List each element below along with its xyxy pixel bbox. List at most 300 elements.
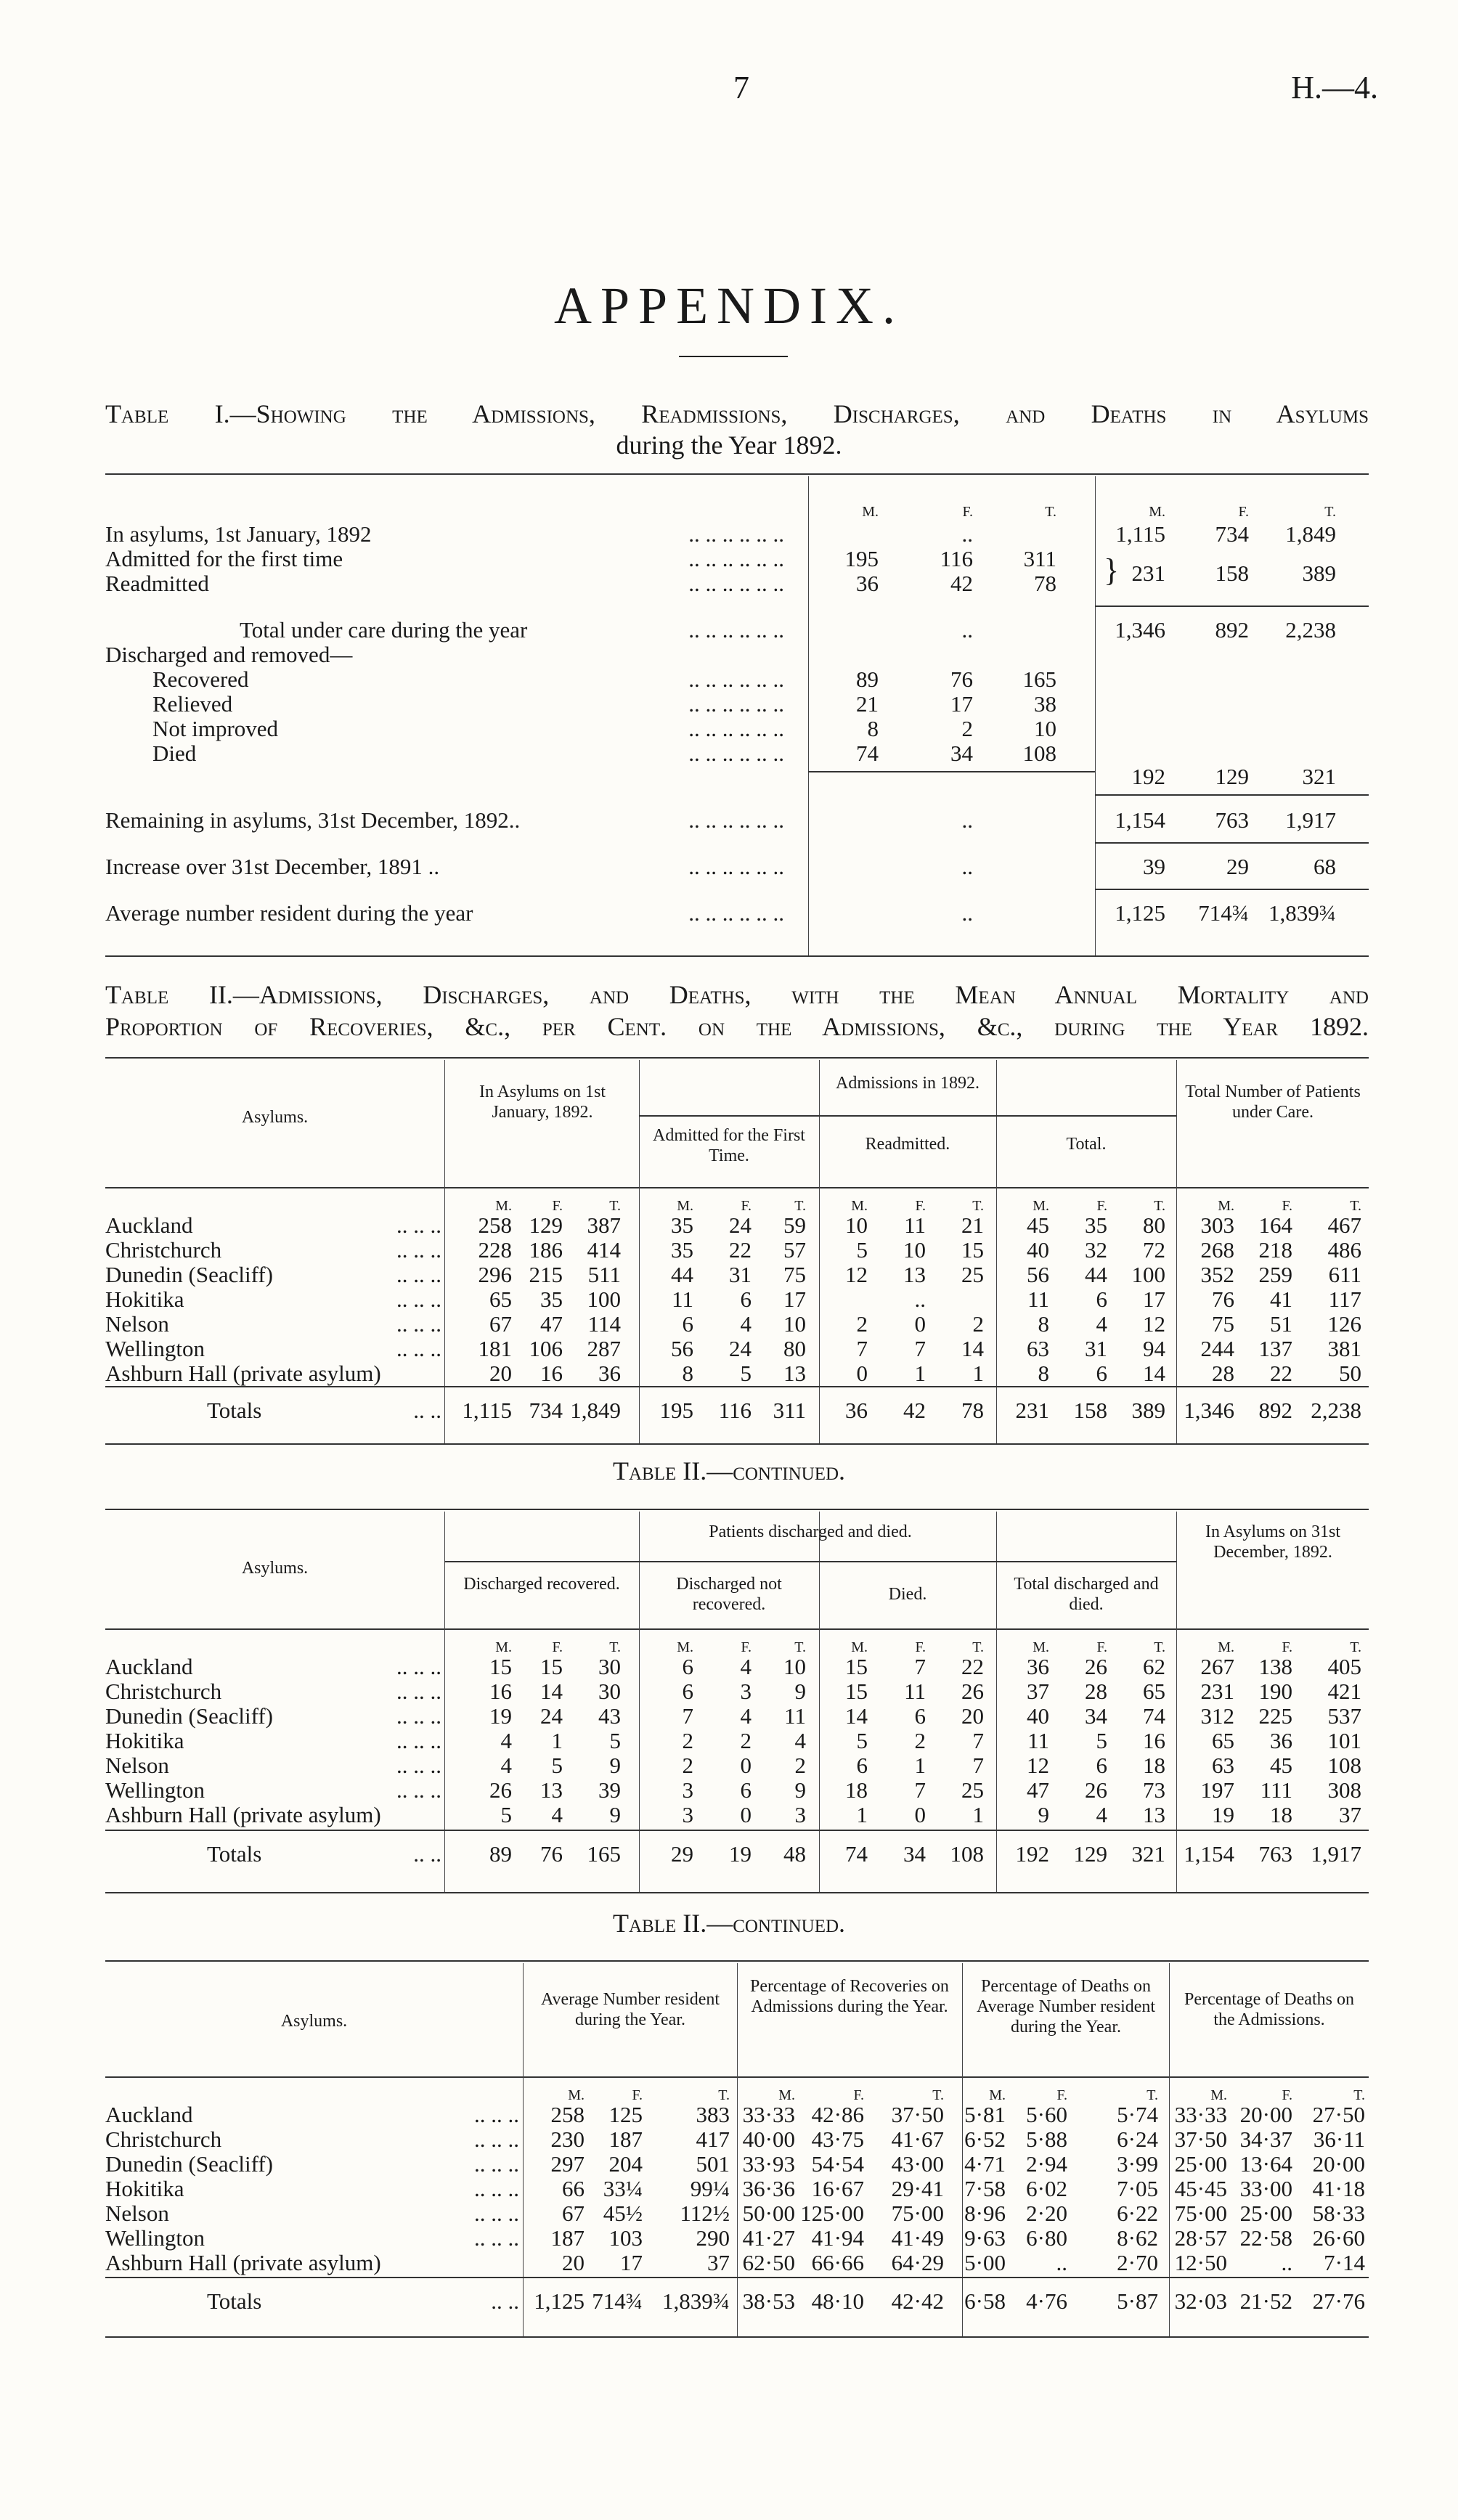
t3-totals-dots: .. ..	[413, 1841, 441, 1867]
t2-cell: 44	[1085, 1262, 1107, 1287]
t4-cell: 50·00	[742, 2201, 795, 2226]
t2-cell: 0	[856, 1361, 868, 1386]
t4-cell: 501	[696, 2151, 730, 2177]
t2-row-dots: .. .. ..	[396, 1311, 441, 1337]
t2-cell: 67	[489, 1311, 512, 1337]
t2-cell: 50	[1339, 1361, 1361, 1386]
t2-cell: 486	[1327, 1237, 1361, 1263]
t3-cell: 3	[794, 1802, 806, 1827]
t2-cell: 8	[682, 1361, 693, 1386]
t2-cell: 296	[478, 1262, 512, 1287]
t3-cell: 15	[845, 1679, 868, 1704]
t3-cell: 24	[540, 1703, 563, 1729]
t2-total-cell: 734	[529, 1398, 563, 1423]
t1-rule-died	[808, 771, 1095, 772]
t4-cell: 67	[562, 2201, 585, 2226]
t3-cell: 65	[1143, 1679, 1165, 1704]
t1-cell-a: ..	[961, 521, 973, 547]
t2-cell: 13	[783, 1361, 806, 1386]
t2-cell: 80	[1143, 1212, 1165, 1238]
t3-cell: 14	[540, 1679, 563, 1704]
t3-cell: 12	[1027, 1753, 1049, 1778]
t3-cell: 15	[845, 1654, 868, 1679]
t2-cell: 228	[478, 1237, 512, 1263]
t3-cell: 6	[914, 1703, 926, 1729]
t4-cell: 45·45	[1174, 2176, 1227, 2201]
t3-total-cell: 89	[489, 1841, 512, 1867]
t4-total-cell: 27·76	[1312, 2288, 1365, 2314]
t2-cell: 259	[1258, 1262, 1292, 1287]
t3-cell: 20	[961, 1703, 984, 1729]
t3-bottom-rule	[105, 1892, 1369, 1893]
t3-row-name: Nelson	[105, 1753, 169, 1778]
t2-cell: 8	[1038, 1361, 1049, 1386]
t2-cell: 22	[729, 1237, 752, 1263]
t2-cell: 387	[587, 1212, 621, 1238]
t2-cell: 218	[1258, 1237, 1292, 1263]
t3-cell: 190	[1258, 1679, 1292, 1704]
table1-caption-line2: during the Year 1892.	[616, 431, 842, 460]
t1-row-label: Total under care during the year	[240, 617, 528, 643]
t4-total-cell: 4·76	[1026, 2288, 1067, 2314]
t3-cell: 7	[914, 1654, 926, 1679]
t1-cell-a: ..	[961, 617, 973, 643]
t2-cell: 13	[903, 1262, 926, 1287]
t3-cell: 9	[609, 1753, 621, 1778]
t2-total-cell: 195	[659, 1398, 693, 1423]
t2-mft-label: T.	[609, 1198, 621, 1214]
t2-cell: 35	[540, 1286, 563, 1312]
t2-cell: 12	[1143, 1311, 1165, 1337]
t3-total-cell: 19	[729, 1841, 752, 1867]
t2-cell: 35	[671, 1212, 693, 1238]
t3-mft-label: T.	[609, 1639, 621, 1655]
t4-cell: 4·71	[964, 2151, 1006, 2177]
t2-mft-label: M.	[495, 1198, 512, 1214]
t2-cell: 4	[1096, 1311, 1107, 1337]
t2-cell: 467	[1327, 1212, 1361, 1238]
t4-cell: 43·75	[811, 2126, 864, 2152]
t4-cell: 75·00	[1174, 2201, 1227, 2226]
t1-cell-b: 158	[1215, 560, 1249, 586]
t2-total-cell: 311	[773, 1398, 806, 1423]
t3-cell: 5	[551, 1753, 563, 1778]
t2-totals-dots: .. ..	[413, 1398, 441, 1423]
t3-mft-label: M.	[677, 1639, 693, 1655]
table2-caption: Table II.—Admissions, Discharges, and Deaths, with the Mean Annual Mortality and	[105, 980, 1369, 1009]
t3-cell: 2	[914, 1728, 926, 1753]
t2-row-dots: .. .. ..	[396, 1336, 441, 1361]
t1-row-dots: .. .. .. .. .. ..	[688, 741, 784, 766]
t2-head-total: Total.	[1066, 1135, 1107, 1154]
t3-cell: 26	[961, 1679, 984, 1704]
t3-cell: 1	[551, 1728, 563, 1753]
t2-cell: 5	[856, 1237, 868, 1263]
t3-cell: 14	[845, 1703, 868, 1729]
t4-cell: 33·93	[742, 2151, 795, 2177]
t2-bottom-rule	[105, 1443, 1369, 1445]
t4-cell: 6·22	[1117, 2201, 1158, 2226]
t4-mft-label: T.	[1353, 2087, 1365, 2103]
t4-cell: 290	[696, 2225, 730, 2251]
t3-cell: 36	[1027, 1654, 1049, 1679]
t3-cell: 15	[540, 1654, 563, 1679]
t4-cell: 25·00	[1174, 2151, 1227, 2177]
t1-row-dots: .. .. .. .. .. ..	[688, 521, 784, 547]
t3-row-name: Dunedin (Seacliff)	[105, 1703, 273, 1729]
t2-head-in-asylums: In Asylums on 1st January, 1892.	[478, 1082, 606, 1122]
t4-cell: 6·02	[1026, 2176, 1067, 2201]
t3-total-cell: 129	[1073, 1841, 1107, 1867]
t3-row-name: Auckland	[105, 1654, 193, 1679]
t3-mft-label: F.	[1096, 1639, 1107, 1655]
t3-mft-label: M.	[1033, 1639, 1049, 1655]
t3-head-in-asylums-dec: In Asylums on 31st December, 1892.	[1205, 1522, 1341, 1562]
t4-cell: 2·70	[1117, 2250, 1158, 2275]
t2-total-cell: 42	[903, 1398, 926, 1423]
table4-continued-label	[0, 1908, 1458, 1938]
t4-row-name: Hokitika	[105, 2176, 184, 2201]
t3-row-dots: .. .. ..	[396, 1753, 441, 1778]
t3-cell: 34	[1085, 1703, 1107, 1729]
t4-cell: 42·86	[811, 2102, 864, 2127]
t2-mft-label: M.	[1218, 1198, 1234, 1214]
t3-cell: 138	[1258, 1654, 1292, 1679]
t3-cell: 73	[1143, 1777, 1165, 1803]
t4-mft-label: T.	[932, 2087, 944, 2103]
table3-continued-label	[0, 1456, 1458, 1486]
t3-row-dots: .. .. ..	[396, 1777, 441, 1803]
t4-total-cell: 21·52	[1239, 2288, 1292, 2314]
t2-total-cell: 892	[1258, 1398, 1292, 1423]
t3-cell: 26	[489, 1777, 512, 1803]
t3-cell: 18	[1143, 1753, 1165, 1778]
t1-cell-b: 68	[1314, 854, 1336, 879]
t4-row-name: Nelson	[105, 2201, 169, 2226]
t4-cell: 6·80	[1026, 2225, 1067, 2251]
t2-cell: 164	[1258, 1212, 1292, 1238]
t1-row-label: Discharged and removed—	[105, 642, 353, 667]
t3-totals-rule	[105, 1830, 1369, 1831]
t3-cell: 7	[972, 1728, 984, 1753]
t4-cell: 6·24	[1117, 2126, 1158, 2152]
t3-cell: 6	[740, 1777, 752, 1803]
t3-total-cell: 1,154	[1184, 1841, 1234, 1867]
t2-cell: 352	[1200, 1262, 1234, 1287]
t3-total-cell: 29	[671, 1841, 693, 1867]
t2-cell: 16	[540, 1361, 563, 1386]
t3-mft-label: T.	[1154, 1639, 1165, 1655]
t4-cell: 62·50	[742, 2250, 795, 2275]
t3-row-name: Christchurch	[105, 1679, 222, 1704]
t4-cell: 28·57	[1174, 2225, 1227, 2251]
t2-cell: 181	[478, 1336, 512, 1361]
t2-head-asylums: Asylums.	[241, 1108, 309, 1127]
t1-head-a-2: T.	[1045, 504, 1056, 520]
t2-cell: 6	[740, 1286, 752, 1312]
t3-cell: 405	[1327, 1654, 1361, 1679]
t4-cell: 66	[562, 2176, 585, 2201]
t1-cell-b: 892	[1215, 617, 1249, 643]
t4-cell: 34·37	[1239, 2126, 1292, 2152]
t4-cell: 125	[608, 2102, 643, 2127]
t4-cell: 5·81	[964, 2102, 1006, 2127]
t3-cell: 4	[1096, 1802, 1107, 1827]
t3-cell: 11	[784, 1703, 806, 1729]
t1-row-dots: .. .. .. .. .. ..	[688, 546, 784, 571]
t2-cell: 100	[1131, 1262, 1165, 1287]
t4-row-name: Ashburn Hall (private asylum)	[105, 2250, 381, 2275]
t1-cell-a: 76	[950, 666, 973, 692]
table2-caption-line2: Proportion of Recoveries, &c., per Cent. on the Admissions, &c., during the Year 1892.	[105, 1012, 1369, 1041]
t3-cell: 111	[1260, 1777, 1292, 1803]
t3-cell: 9	[1038, 1802, 1049, 1827]
t2-cell: 72	[1143, 1237, 1165, 1263]
t4-cell: 7·05	[1117, 2176, 1158, 2201]
t1-cell-b: 1,346	[1115, 617, 1165, 643]
t2-cell: 11	[1027, 1286, 1049, 1312]
t3-cell: 19	[1212, 1802, 1234, 1827]
t4-cell: 258	[550, 2102, 585, 2127]
t1-cell-a: 108	[1022, 741, 1056, 766]
t2-cell: 35	[671, 1237, 693, 1263]
t3-cell: 6	[682, 1654, 693, 1679]
t3-mft-label: T.	[1350, 1639, 1361, 1655]
t4-head-pct-recoveries: Percentage of Recoveries on Admissions during the Year.	[750, 1977, 949, 2016]
t1-row-dots: .. .. .. .. .. ..	[688, 617, 784, 643]
t4-cell: 112½	[680, 2201, 730, 2226]
t2-cell: 4	[740, 1311, 752, 1337]
t2-row-name: Dunedin (Seacliff)	[105, 1262, 273, 1287]
t2-row-dots: .. .. ..	[396, 1286, 441, 1312]
t4-cell: 2·20	[1026, 2201, 1067, 2226]
t2-cell: 35	[1085, 1212, 1107, 1238]
t1-cell-b: 714¾	[1198, 900, 1249, 926]
t2-cell: 24	[729, 1212, 752, 1238]
t2-total-cell: 116	[718, 1398, 752, 1423]
t4-cell: 297	[550, 2151, 585, 2177]
t4-cell: 41·67	[891, 2126, 944, 2152]
t2-cell: 12	[845, 1262, 868, 1287]
t3-cell: 37	[1027, 1679, 1049, 1704]
t1-cell-a: 165	[1022, 666, 1056, 692]
t2-top-rule	[105, 1057, 1369, 1059]
t4-row-name: Christchurch	[105, 2126, 222, 2152]
t2-cell: 11	[904, 1212, 926, 1238]
t1-row-label: Increase over 31st December, 1891 ..	[105, 854, 440, 879]
t2-mft-label: T.	[972, 1198, 984, 1214]
t1-cell-a: ..	[961, 900, 973, 926]
t1-cell-b: 2,238	[1285, 617, 1336, 643]
t3-total-cell: 321	[1131, 1841, 1165, 1867]
t3-cell: 22	[961, 1654, 984, 1679]
t4-total-cell: 714¾	[592, 2288, 643, 2314]
t4-row-dots: .. .. ..	[474, 2201, 519, 2226]
t2-cell: 47	[540, 1311, 563, 1337]
t3-cell: 7	[972, 1753, 984, 1778]
t4-cell: 37·50	[891, 2102, 944, 2127]
t2-head-readmitted: Readmitted.	[865, 1135, 950, 1154]
t2-cell: 1	[914, 1361, 926, 1386]
t4-total-cell: 1,839¾	[662, 2288, 730, 2314]
t3-total-cell: 34	[903, 1841, 926, 1867]
t4-cell: 27·50	[1312, 2102, 1365, 2127]
t2-cell: 36	[598, 1361, 621, 1386]
t3-total-cell: 1,917	[1311, 1841, 1361, 1867]
table4-continued-text: Table II.—continued.	[612, 1909, 846, 1938]
t1-row-label: Readmitted	[105, 571, 209, 596]
t2-cell: 14	[1143, 1361, 1165, 1386]
t3-cell: 0	[740, 1802, 752, 1827]
t4-cell: 187	[550, 2225, 585, 2251]
t3-cell: 2	[794, 1753, 806, 1778]
t2-cell: 7	[914, 1336, 926, 1361]
t3-cell: 108	[1327, 1753, 1361, 1778]
t4-row-dots: .. .. ..	[474, 2102, 519, 2127]
t4-top-rule	[105, 1960, 1369, 1962]
t1-row-dots: .. .. .. .. .. ..	[688, 900, 784, 926]
t4-cell: 40·00	[742, 2126, 795, 2152]
t4-mft-label: M.	[989, 2087, 1006, 2103]
t3-cell: 421	[1327, 1679, 1361, 1704]
t4-row-name: Wellington	[105, 2225, 205, 2251]
t3-cell: 231	[1200, 1679, 1234, 1704]
t1-row-label: Recovered	[152, 666, 249, 692]
t3-cell: 18	[1270, 1802, 1292, 1827]
t3-totals-label: Totals	[207, 1841, 262, 1867]
t3-cell: 5	[500, 1802, 512, 1827]
t1-cell-b: 1,115	[1115, 521, 1165, 547]
t1-cell-a: 311	[1023, 546, 1056, 571]
t4-mft-label: F.	[632, 2087, 643, 2103]
t2-cell: 94	[1143, 1336, 1165, 1361]
t2-cell: 2	[856, 1311, 868, 1337]
t4-cell: 41·18	[1312, 2176, 1365, 2201]
t4-cell: 33·33	[1174, 2102, 1227, 2127]
t3-row-dots: .. .. ..	[396, 1654, 441, 1679]
t2-mft-label: M.	[677, 1198, 693, 1214]
t2-cell: 44	[671, 1262, 693, 1287]
t2-cell: 56	[671, 1336, 693, 1361]
t4-cell: 2·94	[1026, 2151, 1067, 2177]
t1-row-dots: .. .. .. .. .. ..	[688, 666, 784, 692]
t2-cell: 63	[1027, 1336, 1049, 1361]
t2-cell: 10	[903, 1237, 926, 1263]
t1-row-dots: .. .. .. .. .. ..	[688, 716, 784, 741]
t3-cell: 4	[551, 1802, 563, 1827]
t4-head-average: Average Number resident during the Year.	[540, 1990, 720, 2029]
t4-cell: 45½	[603, 2201, 643, 2226]
t1-row-dots: .. .. .. .. .. ..	[688, 571, 784, 596]
t1-cell-b: 1,125	[1115, 900, 1165, 926]
t2-cell: 381	[1327, 1336, 1361, 1361]
t3-cell: 225	[1258, 1703, 1292, 1729]
t3-cell: 9	[609, 1802, 621, 1827]
t2-cell: 31	[729, 1262, 752, 1287]
t2-cell: 244	[1200, 1336, 1234, 1361]
t2-row-dots: .. .. ..	[396, 1237, 441, 1263]
t3-cell: 37	[1339, 1802, 1361, 1827]
t2-row-name: Christchurch	[105, 1237, 222, 1263]
t3-cell: 3	[682, 1802, 693, 1827]
t2-row-dots: .. .. ..	[396, 1212, 441, 1238]
t1-cell-b: 39	[1143, 854, 1165, 879]
t1-cell-a: 42	[950, 571, 973, 596]
t2-cell: 106	[529, 1336, 563, 1361]
t3-cell: 4	[740, 1703, 752, 1729]
t2-total-cell: 231	[1015, 1398, 1049, 1423]
t1-row-label: Not improved	[152, 716, 279, 741]
t4-cell: 187	[608, 2126, 643, 2152]
t4-cell: 66·66	[811, 2250, 864, 2275]
t1-cell-b: 389	[1302, 560, 1336, 586]
t4-cell: 417	[696, 2126, 730, 2152]
t3-cell: 308	[1327, 1777, 1361, 1803]
t4-total-cell: 38·53	[742, 2288, 795, 2314]
t2-cell: 45	[1027, 1212, 1049, 1238]
t2-totals-rule	[105, 1386, 1369, 1387]
t2-cell: 65	[489, 1286, 512, 1312]
t2-cell: 57	[783, 1237, 806, 1263]
t2-head-admitted-first: Admitted for the First Time.	[653, 1126, 805, 1165]
t2-total-cell: 158	[1073, 1398, 1107, 1423]
t1-row-dots: .. .. .. .. .. ..	[688, 691, 784, 717]
t2-cell: 258	[478, 1212, 512, 1238]
t3-cell: 5	[1096, 1728, 1107, 1753]
t2-cell: 14	[961, 1336, 984, 1361]
t1-vrule-b	[1095, 476, 1096, 955]
t3-cell: 2	[682, 1753, 693, 1778]
t3-mft-label: T.	[972, 1639, 984, 1655]
t3-sub-rule	[444, 1561, 1176, 1562]
t4-totals-rule	[105, 2277, 1369, 2278]
t4-cell: 230	[550, 2126, 585, 2152]
t2-mft-label: F.	[1282, 1198, 1292, 1214]
t4-cell: 41·49	[891, 2225, 944, 2251]
t4-mft-label: M.	[1210, 2087, 1227, 2103]
t4-cell: 5·00	[964, 2250, 1006, 2275]
document-code: H.—4.	[1291, 70, 1378, 105]
t3-cell: 267	[1200, 1654, 1234, 1679]
t3-cell: 30	[598, 1654, 621, 1679]
t2-cell: 31	[1085, 1336, 1107, 1361]
t2-cell: 215	[529, 1262, 563, 1287]
t4-cell: 36·11	[1313, 2126, 1365, 2152]
t2-cell: 6	[682, 1311, 693, 1337]
t4-mft-label: M.	[778, 2087, 795, 2103]
t3-cell: 25	[961, 1777, 984, 1803]
t2-cell: 100	[587, 1286, 621, 1312]
t3-head-rule	[105, 1628, 1369, 1630]
t3-cell: 45	[1270, 1753, 1292, 1778]
t4-head-pct-deaths-adm: Percentage of Deaths on the Admissions.	[1184, 1990, 1354, 2029]
t3-row-dots: .. .. ..	[396, 1728, 441, 1753]
t2-cell: 51	[1270, 1311, 1292, 1337]
t3-top-rule	[105, 1509, 1369, 1510]
t2-mft-label: T.	[794, 1198, 806, 1214]
t2-cell: 56	[1027, 1262, 1049, 1287]
t1-rule-avg	[1095, 889, 1369, 890]
t2-total-cell: 1,115	[462, 1398, 512, 1423]
t2-cell: 6	[1096, 1286, 1107, 1312]
t3-row-name: Ashburn Hall (private asylum)	[105, 1802, 381, 1827]
t2-head-rule	[105, 1187, 1369, 1188]
t1-cell-a: 2	[961, 716, 973, 741]
t2-cell: 22	[1270, 1361, 1292, 1386]
t2-row-name: Wellington	[105, 1336, 205, 1361]
t4-cell: 22·58	[1239, 2225, 1292, 2251]
t3-cell: 6	[856, 1753, 868, 1778]
